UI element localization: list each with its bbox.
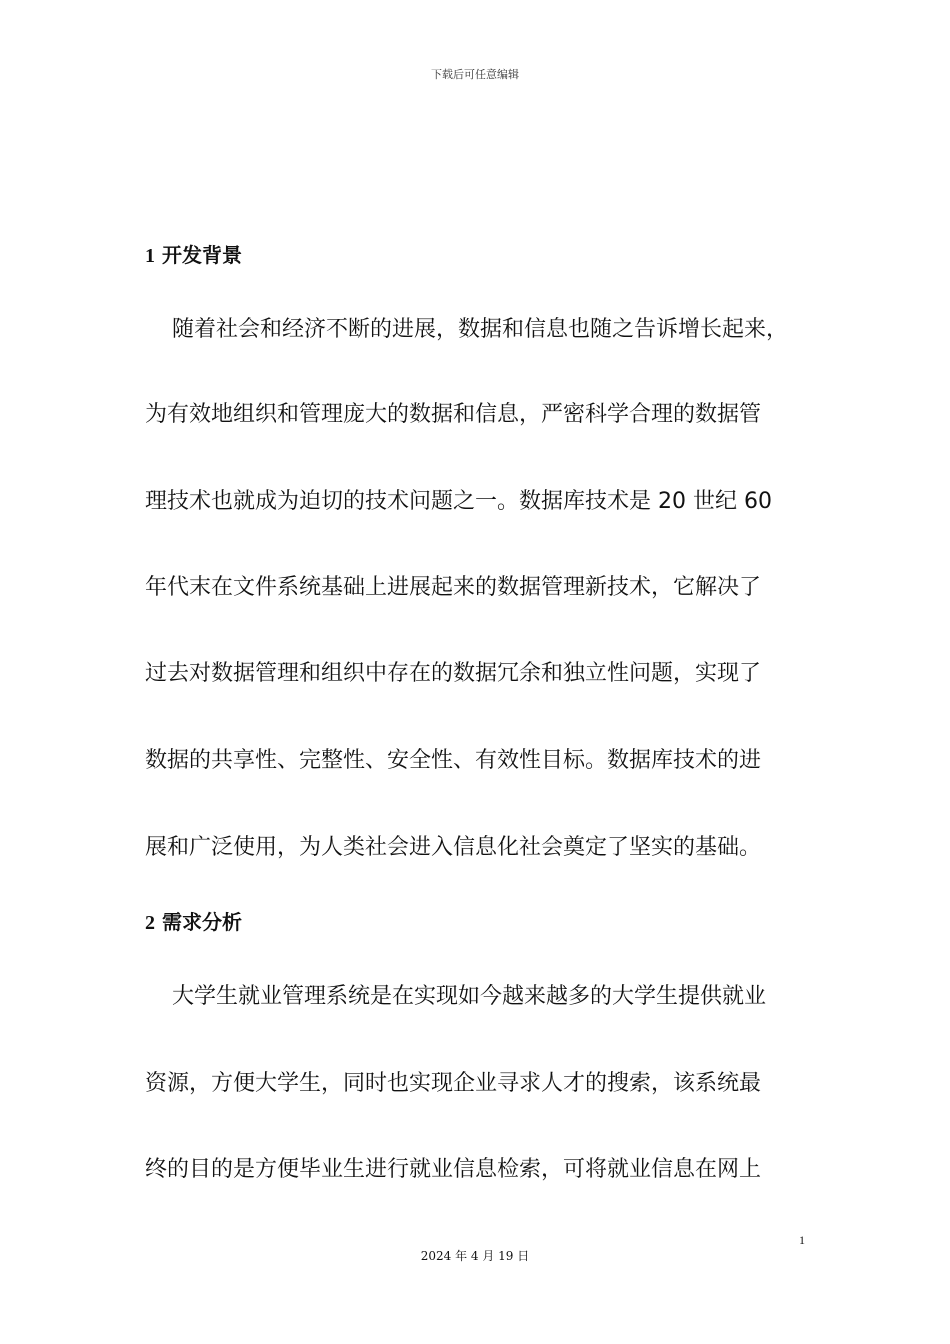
header-note: 下载后可任意编辑	[431, 68, 519, 81]
paragraph-line: 随着社会和经济不断的进展，数据和信息也随之告诉增长起来，	[172, 317, 789, 342]
paragraph-line: 数据的共享性、完整性、安全性、有效性目标。数据库技术的进	[145, 748, 762, 773]
paragraph-line: 过去对数据管理和组织中存在的数据冗余和独立性问题，实现了	[145, 661, 762, 686]
paragraph-line: 为有效地组织和管理庞大的数据和信息，严密科学合理的数据管	[145, 402, 762, 427]
section-heading-requirements-analysis	[145, 906, 242, 935]
section-number: 1	[145, 245, 155, 267]
paragraph-line: 展和广泛使用，为人类社会进入信息化社会奠定了坚实的基础。	[145, 835, 762, 860]
page-number: 1	[799, 1233, 805, 1247]
paragraph-line: 理技术也就成为迫切的技术问题之一。数据库技术是 20 世纪 60	[145, 489, 772, 514]
section-number: 2	[145, 912, 155, 934]
paragraph-line: 大学生就业管理系统是在实现如今越来越多的大学生提供就业	[172, 984, 767, 1009]
paragraph-line: 资源，方便大学生，同时也实现企业寻求人才的搜索，该系统最	[145, 1071, 762, 1096]
section-title: 需求分析	[161, 910, 242, 934]
footer-date: 2024 年 4 月 19 日	[420, 1249, 530, 1263]
section-title: 开发背景	[161, 243, 242, 267]
paragraph-line: 终的目的是方便毕业生进行就业信息检索，可将就业信息在网上	[145, 1157, 762, 1182]
paragraph-line: 年代末在文件系统基础上进展起来的数据管理新技术，它解决了	[145, 575, 762, 600]
section-heading-development-background	[145, 239, 242, 268]
